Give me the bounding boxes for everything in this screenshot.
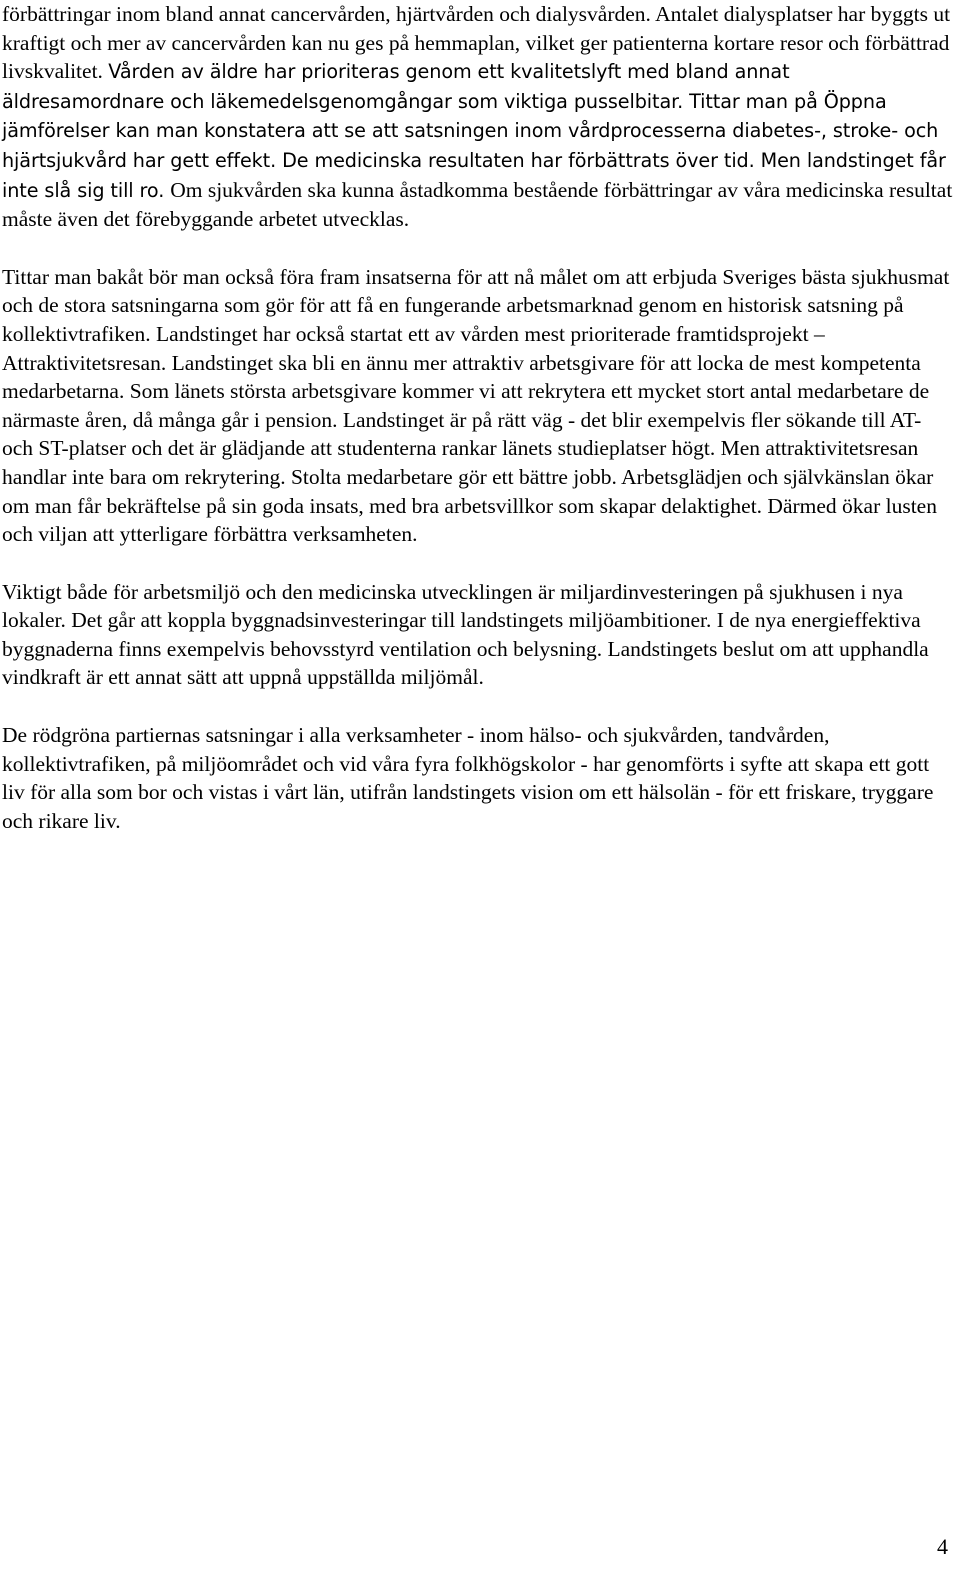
document-page (2, 0, 954, 864)
paragraph-3 (2, 578, 954, 692)
paragraph-3-text: Viktigt både för arbetsmiljö och den medicinska utvecklingen är miljardinvesteringen på sjukhusen i nya lokaler. Det går att koppla byggnadsinvesteringar till landstingets miljöambitioner. I de nya energieffektiva byggnaderna finns exempelvis behovsstyrd ventilation och belysning. Landstingets beslut om att upphandla vindkraft är ett annat sätt att uppnå uppställda miljömål. (2, 579, 929, 690)
paragraph-1-text-a: förbättringar inom bland annat cancervården, hjärtvården och dialysvården. Antalet dialysplatser har byggts ut kraftigt och mer av cancervården kan nu ges på hemmaplan, vilket ger patienterna kortare resor och förbättrad livskvalitet. (2, 2, 951, 84)
paragraph-2-text: Tittar man bakåt bör man också föra fram insatserna för att nå målet om att erbjuda Sveriges bästa sjukhusmat och de stora satsningarna som gör för att få en fungerande arbetsmarknad genom en historisk satsning på kollektivtrafiken. Landstinget har också startat ett av vården mest prioriterade framtidsprojekt – Attraktivitetsresan. Landstinget ska bli en ännu mer attraktiv arbetsgivare för att locka de mest kompetenta medarbetarna. Som länets största arbetsgivare kommer vi att rekrytera ett mycket stort antal medarbetare de närmaste åren, då många går i pension. Landstinget är på rätt väg - det blir exempelvis fler sökande till AT- och ST-platser och det är glädjande att studenterna rankar länets studieplatser högt. Men attraktivitetsresan handlar inte bara om rekrytering. Stolta medarbetare gör ett bättre jobb. Arbetsglädjen och självkänslan ökar om man får bekräftelse på sin goda insats, med bra arbetsvillkor som skapar delaktighet. Därmed ökar lusten och viljan att ytterligare förbättra verksamheten. (2, 264, 950, 547)
paragraph-4-text: De rödgröna partiernas satsningar i alla verksamheter - inom hälso- och sjukvården, tandvården, kollektivtrafiken, på miljöområdet och vid våra fyra folkhögskolor - har genomförts i syfte att skapa ett gott liv för alla som bor och vistas i vårt län, utifrån landstingets vision om ett hälsolän - för ett friskare, tryggare och rikare liv. (2, 723, 934, 833)
paragraph-2 (2, 263, 954, 549)
page-number: 4 (937, 1534, 948, 1559)
paragraph-1-text-b: Vården av äldre har prioriteras genom ett kvalitetslyft med bland annat äldresamordnare och läkemedelsgenomgångar som viktiga pusselbitar. Tittar man på Öppna jämförelser kan man konstatera att se att satsningen inom vårdprocesserna diabetes-, stroke- och hjärtsjukvård har gett effekt. De medicinska resultaten har förbättrats över tid. Men landstinget får inte slå sig till ro. (2, 60, 946, 202)
paragraph-1 (2, 0, 954, 234)
paragraph-1-text-c: Om sjukvården ska kunna åstadkomma bestående förbättringar av våra medicinska resultat måste även det förebyggande arbetet utvecklas. (2, 177, 953, 232)
paragraph-4 (2, 721, 954, 835)
